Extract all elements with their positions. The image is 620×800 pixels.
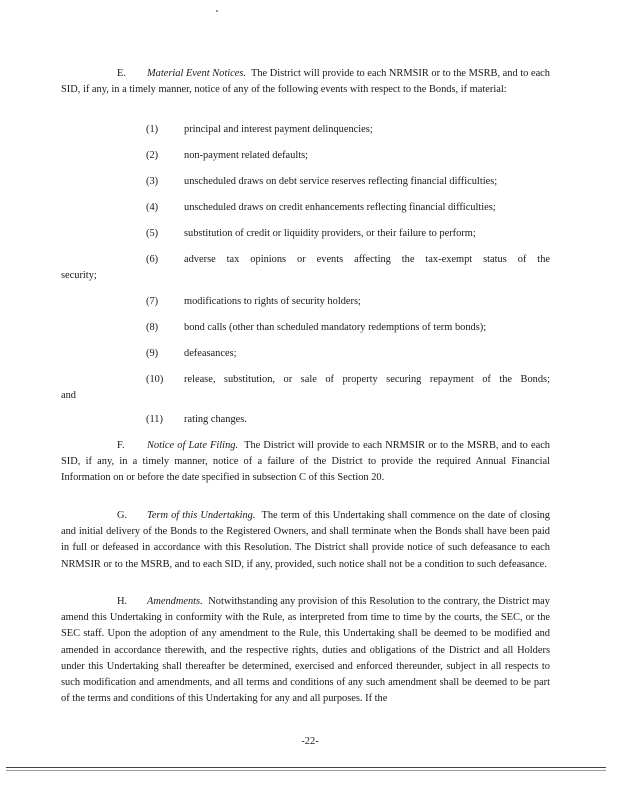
list-item-number: (2) bbox=[146, 150, 159, 161]
list-item-number: (3) bbox=[146, 176, 159, 187]
list-item-continuation: and bbox=[61, 390, 77, 402]
section-e-letter: E. bbox=[117, 68, 126, 79]
list-item-text: non-payment related defaults; bbox=[184, 150, 309, 161]
list-item-number: (10) bbox=[146, 374, 164, 385]
list-item-text: unscheduled draws on debt service reserves reflecting financial difficulties; bbox=[184, 176, 498, 187]
list-item-text: substitution of credit or liquidity providers, or their failure to perform; bbox=[184, 228, 476, 239]
section-f-paragraph bbox=[61, 438, 550, 487]
footer-rule bbox=[6, 767, 606, 768]
list-item-text: release, substitution, or sale of property securing repayment of the Bonds; bbox=[184, 374, 550, 385]
list-item-text: principal and interest payment delinquencies; bbox=[184, 124, 373, 135]
list-item-number: (4) bbox=[146, 202, 159, 213]
list-item-text: defeasances; bbox=[184, 348, 237, 359]
section-g-paragraph bbox=[61, 508, 550, 573]
section-e-paragraph bbox=[61, 66, 550, 98]
list-item-number: (9) bbox=[146, 348, 159, 359]
page-number: -22- bbox=[301, 736, 319, 747]
list-item-text: rating changes. bbox=[184, 414, 247, 425]
section-h-body: Notwithstanding any provision of this Resolution to the contrary, the District may amend this Undertaking in conformity with the Rule, as interpreted from time to time by the courts, the SEC, or the SEC staff. Upon the adoption of any amendment to the Rule, this Undertaking shall be deemed to be modified and amended in accordance therewith, and the respective rights, duties and obligations of the District and all Holders under this Undertaking shall thereafter be determined, exercised and enforced thereunder, subject in all respects to such modification and amendments, and all terms and conditions of any such amendment shall be deemed to be part of the terms and conditions of this Undertaking for any and all purposes. If the bbox=[61, 596, 550, 705]
section-g-body: The term of this Undertaking shall commence on the date of closing and initial delivery of the Bonds to the Registered Owners, and shall terminate when the Bonds shall have been paid in full or defeased in accordance with this Resolution. The District shall provide notice of such defeasance to each NRMSIR or to the MSRB, and to each SID, if any, provided, such notice shall not be a condition to such defeasance. bbox=[61, 510, 550, 570]
section-e-heading: Material Event Notices. bbox=[147, 68, 246, 79]
footer-rule bbox=[6, 770, 606, 771]
list-item bbox=[61, 372, 550, 404]
list-item-continuation: security; bbox=[61, 270, 97, 282]
list-item-number: (7) bbox=[146, 296, 159, 307]
section-f-body: The District will provide to each NRMSIR or to the MSRB, and to each SID, if any, in a timely manner, notice of a failure of the District to provide the required Annual Financial Information on or before the date specified in subsection C of this Section 20. bbox=[61, 440, 550, 484]
section-g-heading: Term of this Undertaking. bbox=[147, 510, 256, 521]
list-item-number: (11) bbox=[146, 414, 163, 425]
list-item-number: (6) bbox=[146, 254, 159, 265]
list-item-number: (8) bbox=[146, 322, 159, 333]
list-item-number: (1) bbox=[146, 124, 159, 135]
list-item-text: modifications to rights of security holders; bbox=[184, 296, 361, 307]
list-item-text: bond calls (other than scheduled mandatory redemptions of term bonds); bbox=[184, 322, 487, 333]
scan-speck bbox=[216, 10, 218, 12]
list-item bbox=[61, 252, 550, 284]
section-h-paragraph bbox=[61, 594, 550, 707]
section-g-letter: G. bbox=[117, 510, 128, 521]
section-f-letter: F. bbox=[117, 440, 125, 451]
list-item-text: adverse tax opinions or events affecting the tax-exempt status of the bbox=[184, 254, 550, 265]
list-item-text: unscheduled draws on credit enhancements reflecting financial difficulties; bbox=[184, 202, 496, 213]
section-e-body: The District will provide to each NRMSIR or to the MSRB, and to each SID, if any, in a timely manner, notice of any of the following events with respect to the Bonds, if material: bbox=[61, 68, 550, 96]
section-h-letter: H. bbox=[117, 596, 128, 607]
section-f-heading: Notice of Late Filing. bbox=[147, 440, 239, 451]
section-h-heading: Amendments. bbox=[147, 596, 203, 607]
list-item-number: (5) bbox=[146, 228, 159, 239]
